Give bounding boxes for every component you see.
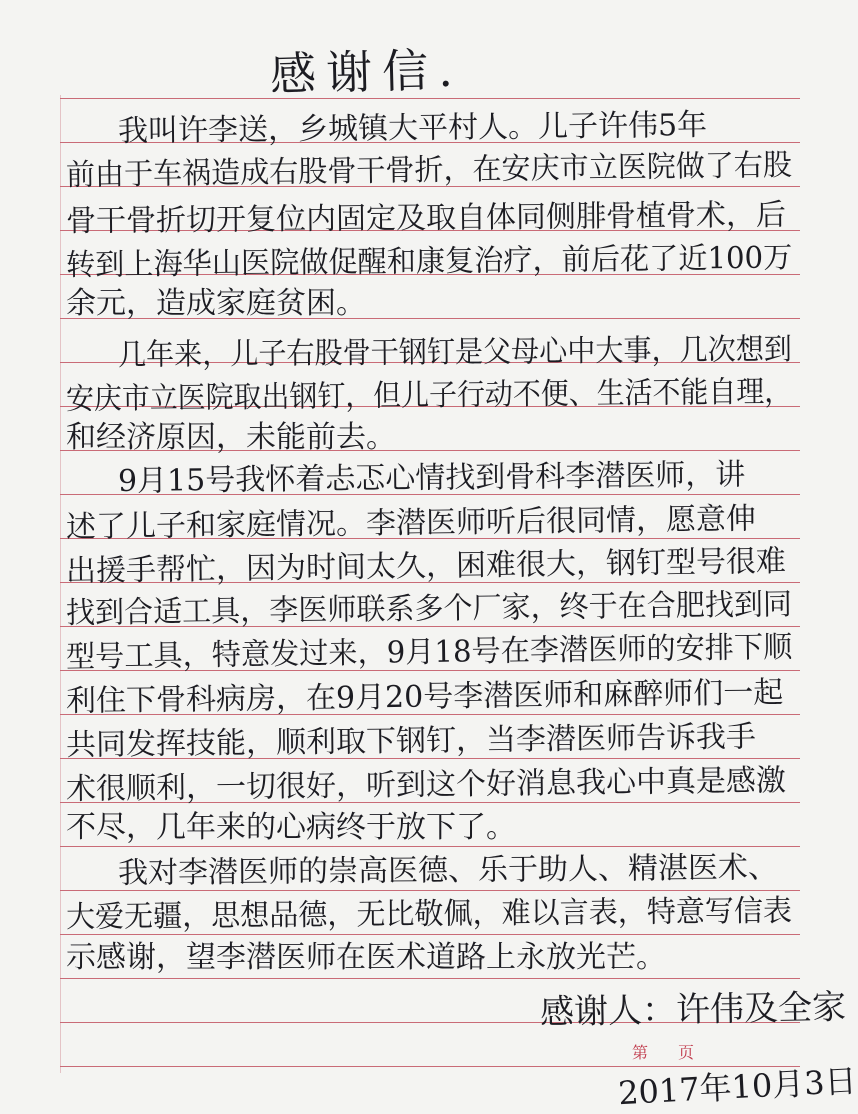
letter-line: 几年来，儿子右股骨干钢钉是父母心中大事，几次想到 [117,332,793,373]
letter-date: 2017年10月3日 [617,1061,858,1113]
letter-line: 共同发挥技能，顺利取下钢钉，当李潜医师告诉我手 [65,719,757,763]
page-number-mark: 第页 [632,1043,725,1062]
letter-line: 9月15号我怀着忐忑心情找到骨科李潜医师，讲 [117,457,746,499]
letter-line: 利住下骨科病房，在9月20号李潜医师和麻醉师们一起 [65,675,784,719]
letter-line: 型号工具，特意发过来，9月18号在李潜医师的安排下顺 [65,629,793,675]
margin-line [60,95,61,1073]
letter-line: 和经济原因，未能前去。 [66,420,396,455]
signature: 感谢人：许伟及全家 [539,987,847,1033]
letter-line: 出援手帮忙，因为时间太久，困难很大，钢钉型号很难 [65,543,787,589]
letter-line: 转到上海华山医院做促醒和康复治疗，前后花了近100万 [65,240,793,283]
letter-line: 我对李潜医师的崇高医德、乐于助人、精湛医术、 [117,850,779,891]
letter-line: 前由于车祸造成右股骨干骨折，在安庆市立医院做了右股 [65,147,793,193]
letter-line: 我叫许李送，乡城镇大平村人。儿子许伟5年 [117,107,708,149]
letter-line: 述了儿子和家庭情况。李潜医师听后很同情，愿意伸 [65,501,757,545]
letter-line: 安庆市立医院取出钢钉，但儿子行动不便、生活不能自理， [65,374,793,417]
letter-line: 找到合适工具，李医师联系多个厂家，终于在合肥找到同 [65,587,793,631]
letter-line: 不尽，几年来的心病终于放下了。 [66,810,516,845]
letter-line: 大爱无疆，思想品德，无比敬佩，难以言表，特意写信表 [65,893,793,935]
letter-line: 术很顺利，一切很好，听到这个好消息我心中真是感激 [65,763,787,807]
letter-line: 骨干骨折切开复位内固定及取自体同侧腓骨植骨术，后 [65,197,787,239]
letter-line: 余元，造成家庭贫困。 [66,286,366,321]
letter-title: 感谢信. [269,42,464,102]
letter-line: 示感谢，望李潜医师在医术道路上永放光芒。 [66,940,666,975]
